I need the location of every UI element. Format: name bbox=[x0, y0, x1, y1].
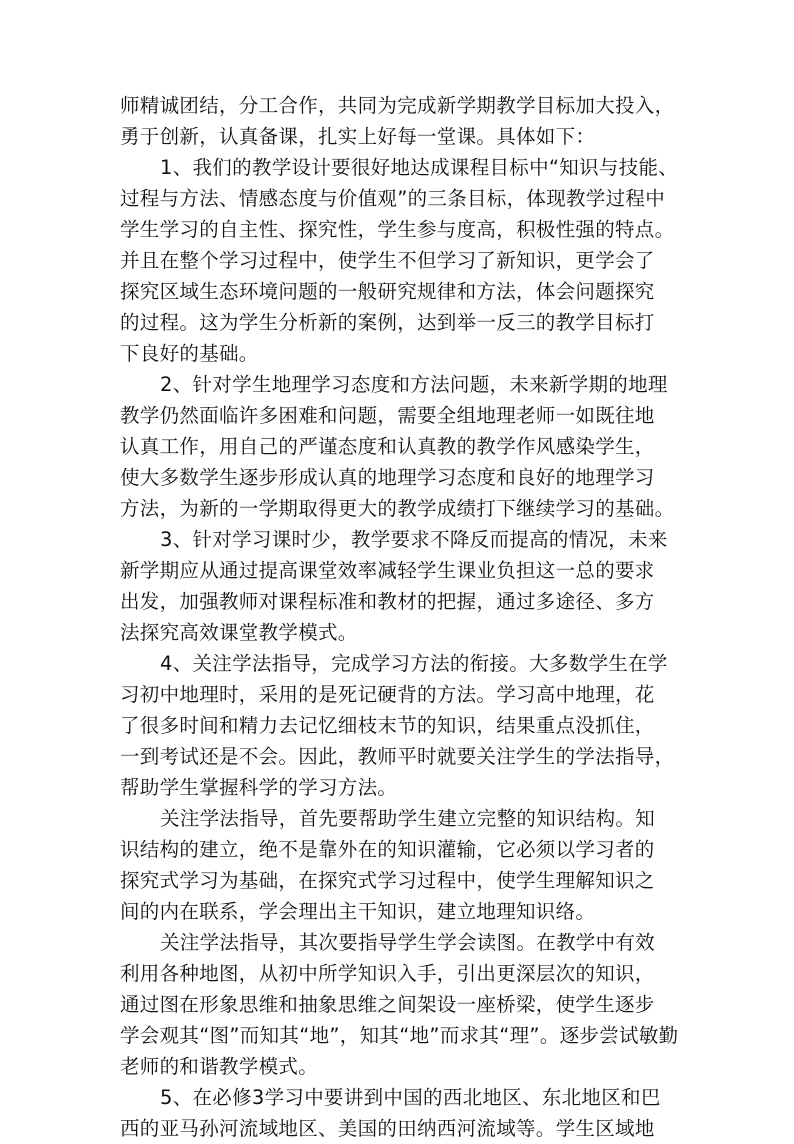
text-line: 学会观其“图”而知其“地”，知其“地”而求其“理”。逐步尝试敏勤 bbox=[120, 1024, 679, 1047]
text-line: 方法，为新的一学期取得更大的教学成绩打下继续学习的基础。 bbox=[120, 497, 675, 520]
text-line: 认真工作，用自己的严谨态度和认真教的教学作风感染学生， bbox=[120, 435, 655, 458]
text-line: 5、在必修3学习中要讲到中国的西北地区、东北地区和巴 bbox=[160, 1086, 661, 1109]
text-line: 老师的和谐教学模式。 bbox=[120, 1055, 319, 1078]
text-line: 间的内在联系，学会理出主干知识，建立地理知识络。 bbox=[120, 900, 596, 923]
text-line: 帮助学生掌握科学的学习方法。 bbox=[120, 776, 398, 799]
text-line: 1、我们的教学设计要很好地达成课程目标中“知识与技能、 bbox=[160, 156, 679, 179]
text-line: 通过图在形象思维和抽象思维之间架设一座桥梁，使学生逐步 bbox=[120, 993, 655, 1016]
text-line: 4、关注学法指导，完成学习方法的衔接。大多数学生在学 bbox=[160, 652, 668, 675]
text-line: 勇于创新，认真备课，扎实上好每一堂课。具体如下： bbox=[120, 125, 596, 148]
text-line: 习初中地理时，采用的是死记硬背的方法。学习高中地理，花 bbox=[120, 683, 655, 706]
text-line: 识结构的建立，绝不是靠外在的知识灌输，它必须以学习者的 bbox=[120, 838, 655, 861]
text-line: 使大多数学生逐步形成认真的地理学习态度和良好的地理学习 bbox=[120, 466, 655, 489]
text-line: 关注学法指导，首先要帮助学生建立完整的知识结构。知 bbox=[160, 807, 656, 830]
text-line: 的过程。这为学生分析新的案例，达到举一反三的教学目标打 bbox=[120, 311, 655, 334]
text-line: 新学期应从通过提高课堂效率减轻学生课业负担这一总的要求 bbox=[120, 559, 655, 582]
text-line: 探究式学习为基础，在探究式学习过程中，使学生理解知识之 bbox=[120, 869, 655, 892]
text-line: 2、针对学生地理学习态度和方法问题，未来新学期的地理 bbox=[160, 373, 668, 396]
text-line: 了很多时间和精力去记忆细枝末节的知识，结果重点没抓住， bbox=[120, 714, 655, 737]
text-line: 过程与方法、情感态度与价值观”的三条目标，体现教学过程中 bbox=[120, 187, 666, 210]
text-line: 下良好的基础。 bbox=[120, 342, 259, 365]
text-line: 师精诚团结，分工合作，共同为完成新学期教学目标加大投入， bbox=[120, 94, 675, 117]
text-line: 并且在整个学习过程中，使学生不但学习了新知识，更学会了 bbox=[120, 249, 655, 272]
text-line: 西的亚马孙河流域地区、美国的田纳西河流域等。学生区域地 bbox=[120, 1117, 655, 1140]
text-line: 探究区域生态环境问题的一般研究规律和方法，体会问题探究 bbox=[120, 280, 655, 303]
text-line: 学生学习的自主性、探究性，学生参与度高，积极性强的特点。 bbox=[120, 218, 675, 241]
text-line: 法探究高效课堂教学模式。 bbox=[120, 621, 358, 644]
document-body bbox=[120, 90, 686, 1144]
text-line: 关注学法指导，其次要指导学生学会读图。在教学中有效 bbox=[160, 931, 656, 954]
text-line: 3、针对学习课时少，教学要求不降反而提高的情况，未来 bbox=[160, 528, 668, 551]
text-line: 一到考试还是不会。因此，教师平时就要关注学生的学法指导， bbox=[120, 745, 675, 768]
text-line: 出发，加强教师对课程标准和教材的把握，通过多途径、多方 bbox=[120, 590, 655, 613]
text-line: 利用各种地图，从初中所学知识入手，引出更深层次的知识， bbox=[120, 962, 655, 985]
text-line: 教学仍然面临许多困难和问题，需要全组地理老师一如既往地 bbox=[120, 404, 655, 427]
